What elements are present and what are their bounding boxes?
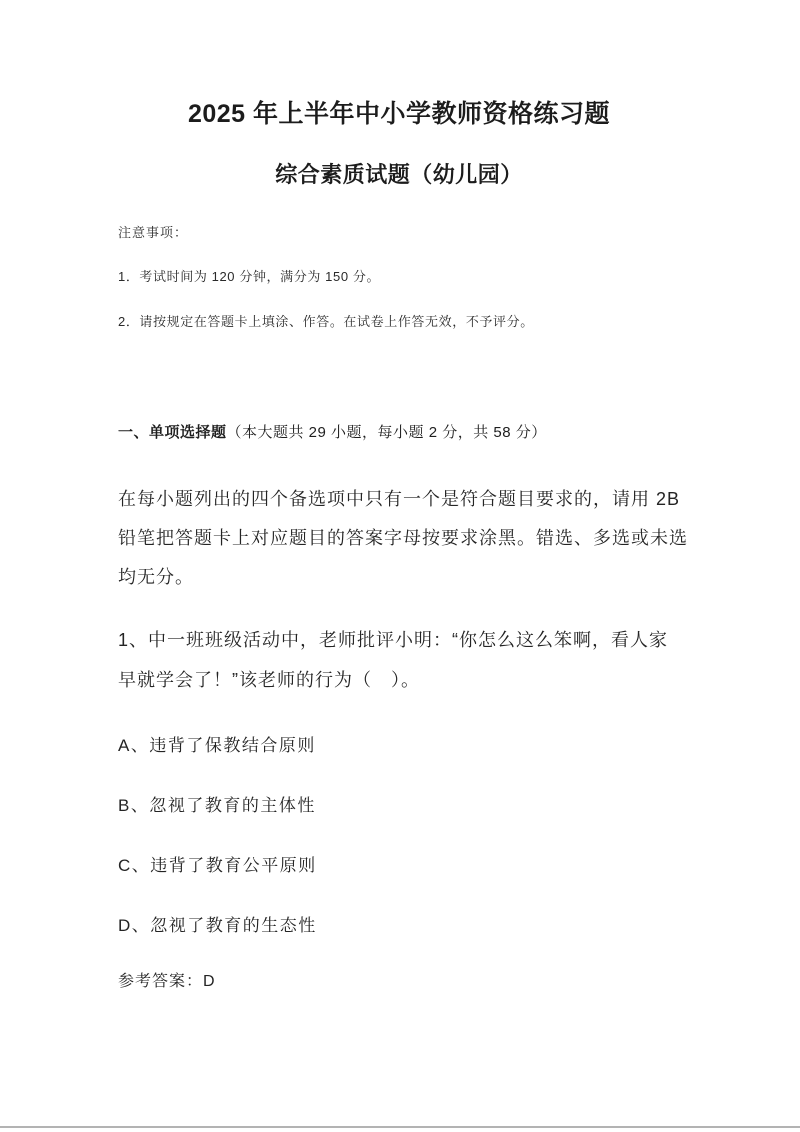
notice-item-1: 1．考试时间为 120 分钟，满分为 150 分。 bbox=[118, 269, 381, 284]
document-title: 2025 年上半年中小学教师资格练习题 bbox=[187, 100, 611, 128]
option-a: A、违背了保教结合原则 bbox=[118, 736, 316, 755]
option-c: C、违背了教育公平原则 bbox=[118, 856, 317, 875]
option-d: D、忽视了教育的生态性 bbox=[118, 916, 317, 935]
notice-item-2: 2．请按规定在答题卡上填涂、作答。在试卷上作答无效，不予评分。 bbox=[118, 314, 534, 329]
reference-answer-value: D bbox=[203, 973, 216, 990]
notice-heading: 注意事项： bbox=[118, 225, 189, 240]
section-instructions bbox=[118, 480, 688, 597]
page-bottom-divider bbox=[0, 1126, 800, 1128]
question-stem bbox=[118, 620, 680, 700]
reference-answer bbox=[118, 972, 680, 992]
section-heading bbox=[118, 422, 680, 443]
option-b: B、忽视了教育的主体性 bbox=[118, 796, 316, 815]
reference-answer-label: 参考答案： bbox=[118, 973, 204, 990]
document-content bbox=[118, 0, 688, 1132]
document-subtitle: 综合素质试题（幼儿园） bbox=[275, 162, 523, 187]
section-heading-detail: （本大题共 29 小题，每小题 2 分，共 58 分） bbox=[226, 424, 547, 441]
instruction-line: 在每小题列出的四个备选项中只有一个是符合题目要求的，请用 2B bbox=[118, 489, 681, 509]
section-heading-title: 一、单项选择题 bbox=[118, 424, 227, 441]
question-stem-line: 早就学会了！”该老师的行为（ ）。 bbox=[118, 670, 420, 690]
instruction-line: 铅笔把答题卡上对应题目的答案字母按要求涂黑。错选、多选或未选 bbox=[118, 528, 688, 548]
instruction-line: 均无分。 bbox=[118, 567, 194, 587]
question-stem-line: 1、中一班班级活动中，老师批评小明：“你怎么这么笨啊，看人家 bbox=[118, 630, 669, 650]
